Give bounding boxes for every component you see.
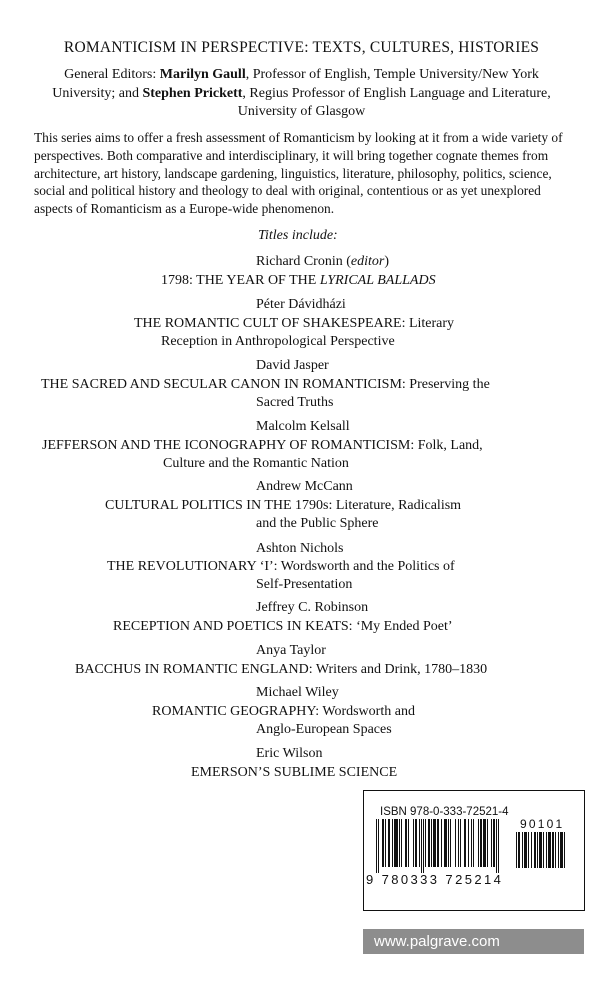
isbn-label: ISBN 978-0-333-72521-4 [380,806,509,818]
book-title: RECEPTION AND POETICS IN KEATS: ‘My Ended Poet’ [113,619,453,634]
barcode-bar [441,819,442,867]
author-role-close: ) [384,254,389,269]
editor-1-name: Marilyn Gaull [159,67,246,82]
book-title-text: 1798: THE YEAR OF THE [161,273,320,288]
barcode-bar [483,819,486,867]
barcode-bar [392,819,393,867]
book-title: THE REVOLUTIONARY ‘I’: Wordsworth and the Politics of [107,559,455,574]
title-author: Michael Wiley [256,685,339,700]
barcode-bar [428,819,430,867]
title-author: Péter Dávidházi [256,297,346,312]
book-title: CULTURAL POLITICS IN THE 1790s: Literature, Radicalism [105,498,462,513]
title-author: Anya Taylor [256,643,326,658]
barcode-bar [431,819,432,867]
book-subtitle: Sacred Truths [256,395,334,410]
barcode-bar [534,832,536,868]
barcode-bar [401,819,402,867]
barcode-bar [433,819,436,867]
barcode-bar [558,832,559,868]
barcode-bar [491,819,492,867]
barcode-bar [537,832,538,868]
barcode-bar [552,832,554,868]
barcode-bar [473,819,474,867]
publisher-website[interactable]: www.palgrave.com [363,929,584,954]
barcode-bar [378,819,379,873]
barcode-bar [548,832,551,868]
barcode-bar [468,819,469,867]
barcode-bar [444,819,447,867]
editor-1-role: , Professor of English, Temple University/New York University; and [52,67,539,101]
barcode-bar [421,819,422,873]
barcode-bar [464,819,466,867]
general-editors [40,66,563,122]
editors-prefix: General Editors: [64,67,160,82]
title-author: Andrew McCann [256,479,353,494]
barcode-bar [413,819,414,867]
barcode-bar [458,819,459,867]
title-author: Ashton Nichols [256,541,344,556]
barcode-bar [471,819,472,867]
title-author: Jeffrey C. Robinson [256,600,369,615]
book-title-italic: LYRICAL BALLADS [319,273,436,288]
barcode-bar [496,819,497,873]
barcode-bar [448,819,449,867]
barcode-bar [376,819,377,873]
book-subtitle: Culture and the Romantic Nation [163,456,349,471]
book-title: JEFFERSON AND THE ICONOGRAPHY OF ROMANTICISM: Folk, Land, [42,438,483,453]
addon-barcode [516,832,574,886]
barcode-bar [460,819,461,867]
barcode-bar [408,819,409,867]
barcode-bar [450,819,451,867]
book-title: THE SACRED AND SECULAR CANON IN ROMANTICISM: Preserving the [41,377,490,392]
editor-2-role: , Regius Professor of English Language and Literature, University of Glasgow [237,85,551,119]
title-author: David Jasper [256,358,329,373]
book-title: BACCHUS IN ROMANTIC ENGLAND: Writers and Drink, 1780–1830 [75,662,488,677]
editor-2-name: Stephen Prickett [142,85,243,101]
barcode-bar [478,819,479,867]
barcode-bar [516,832,517,868]
barcode-bar [405,819,407,867]
barcode-bar [528,832,529,868]
barcode-bar [455,819,456,867]
book-subtitle: Reception in Anthropological Perspective [161,334,395,349]
barcode-bar [493,819,495,867]
barcode-bar [555,832,556,868]
barcode-bar [419,819,420,867]
barcode-bar [423,819,424,873]
book-subtitle: Self-Presentation [256,577,353,592]
series-title: ROMANTICISM IN PERSPECTIVE: TEXTS, CULTURES, HISTORIES [63,39,540,56]
barcode-bar [546,832,547,868]
barcode-bar [524,832,527,868]
book-title: THE ROMANTIC CULT OF SHAKESPEARE: Literary [134,316,455,331]
author-name: Richard Cronin ( [256,254,351,269]
barcode-bar [498,819,499,873]
book-title [161,271,436,291]
barcode-bar [385,819,386,867]
barcode-bar [388,819,390,867]
barcode-bar [437,819,439,867]
title-author [256,252,389,272]
author-role: editor [350,254,385,269]
barcode-bar [480,819,482,867]
series-description: This series aims to offer a fresh assessment of Romanticism by looking at it from a wide variety of perspectives. Both comparative and interdisciplinary, it will bring together cognate themes from architecture, art history, landscape gardening, linguistics, literature, philosophy, politics, science, social and political history and theology to deal with original, contentious or as yet unexplored aspects of Romanticism as a Europe-wide phenomenon. [34,130,563,217]
title-author: Eric Wilson [256,746,323,761]
book-title: ROMANTIC GEOGRAPHY: Wordsworth and [152,704,415,719]
ean-barcode [376,819,510,873]
titles-include-heading: Titles include: [258,228,338,243]
barcode-bar [487,819,488,867]
barcode-bar [518,832,520,868]
barcode-bar [560,832,563,868]
barcode-bar [425,819,426,867]
barcode-bar [415,819,417,867]
title-author: Malcolm Kelsall [256,419,350,434]
barcode-bar [531,832,532,868]
book-subtitle: Anglo-European Spaces [256,722,392,737]
barcode-bar [564,832,565,868]
barcode-bar [539,832,542,868]
barcode-bar [382,819,384,867]
barcode-bar [543,832,544,868]
book-title: EMERSON’S SUBLIME SCIENCE [191,765,398,780]
barcode-digits: 9 780333 725214 [366,872,504,887]
barcode-bar [394,819,398,867]
barcode-bar [399,819,400,867]
barcode-addon-number: 90101 [520,817,565,831]
book-subtitle: and the Public Sphere [256,516,379,531]
barcode-bar [522,832,523,868]
